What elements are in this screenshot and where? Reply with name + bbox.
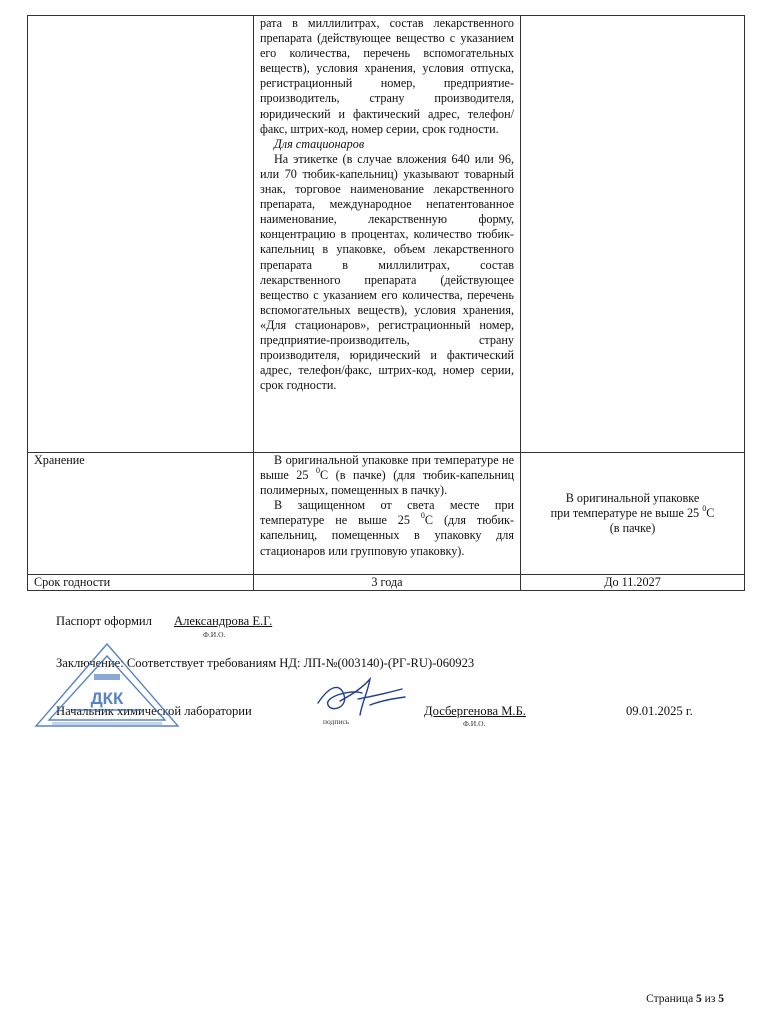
table-row <box>28 16 745 453</box>
page-number-footer: Страница 5 из 5 <box>646 993 724 1005</box>
table-cell-parameter <box>28 16 254 453</box>
storage-result-line1: В оригинальной упаковке <box>565 490 700 505</box>
storage-result-line2: при температуре не выше 25 $^0$С <box>550 503 715 520</box>
table-row <box>28 453 745 575</box>
shelf-life-requirement: 3 года <box>254 575 521 591</box>
hospital-labeling-text: На этикетке (в случае вложения 640 или 96, или 70 тюбик-капельниц) указывают товарный знак, торговое наименование лекарственного препарата, международное непатентованное наименование, лекарственную форму, концентрацию в процентах, количество тюбик-капельниц в упаковке, объем лекарственного препарата в миллилитрах, состав лекарственного препарата (действующее вещество с указанием его количества, перечень вспомогательных веществ), условия хранения, «Для стационаров», регистрационный номер, предприятие-производитель, страну производителя, юридический и фактический адрес, телефон/факс, штрих-код, номер серии, срок годности. <box>260 151 514 393</box>
storage-parameter-label: Хранение <box>28 453 254 575</box>
shelf-life-result: До 11.2027 <box>521 575 745 591</box>
stamp-text: ДКК <box>90 689 124 708</box>
labeling-intro-text: рата в миллилитрах, состав лекарственного препарата (действующее вещество с указанием его количества, перечень вспомогательных веществ), условия хранения, условия отпуска, регистрационный номер, предприятие-производитель, страну производителя, юридический и фактический адрес, телефон/факс, штрих-код, номер серии, срок годности. <box>260 16 514 136</box>
storage-result-line3: (в пачке) <box>609 521 656 536</box>
shelf-life-parameter-label: Срок годности <box>28 575 254 591</box>
head-of-lab-title: Начальник химической лаборатории <box>56 704 252 718</box>
head-of-lab-name: Досбергенова М.Б. <box>424 704 526 718</box>
passport-name-caption: Ф.И.О. <box>203 630 226 639</box>
table-row <box>28 575 745 591</box>
passport-author-name: Александрова Е.Г. <box>174 614 273 628</box>
head-name-caption: Ф.И.О. <box>463 719 486 728</box>
quality-control-stamp <box>32 640 182 730</box>
hospital-labeling-heading: Для стационаров <box>274 136 365 151</box>
table-cell-result <box>521 16 745 453</box>
signing-date: 09.01.2025 г. <box>626 704 693 718</box>
table-cell-requirement <box>254 16 521 453</box>
storage-requirement-p1: В оригинальной упаковке при температуре не выше 25 $^0$С (в пачке) (для тюбик-капельниц полимерных, помещенных в пачку). <box>260 453 514 498</box>
storage-requirement-p2: В защищенном от света месте при температуре не выше 25 $^0$С (для тюбик-капельниц, помещенных в упаковку для стационаров или групповую упаковку). <box>260 498 514 558</box>
passport-label: Паспорт оформил <box>56 614 152 628</box>
handwritten-signature <box>310 675 410 720</box>
storage-requirement <box>254 453 521 575</box>
storage-result <box>521 453 745 575</box>
signature-caption: подпись <box>323 717 350 726</box>
conclusion-text: Заключение: Соответствует требованиям НД: ЛП-№(003140)-(РГ-RU)-060923 <box>56 656 475 670</box>
specification-table <box>27 15 745 591</box>
